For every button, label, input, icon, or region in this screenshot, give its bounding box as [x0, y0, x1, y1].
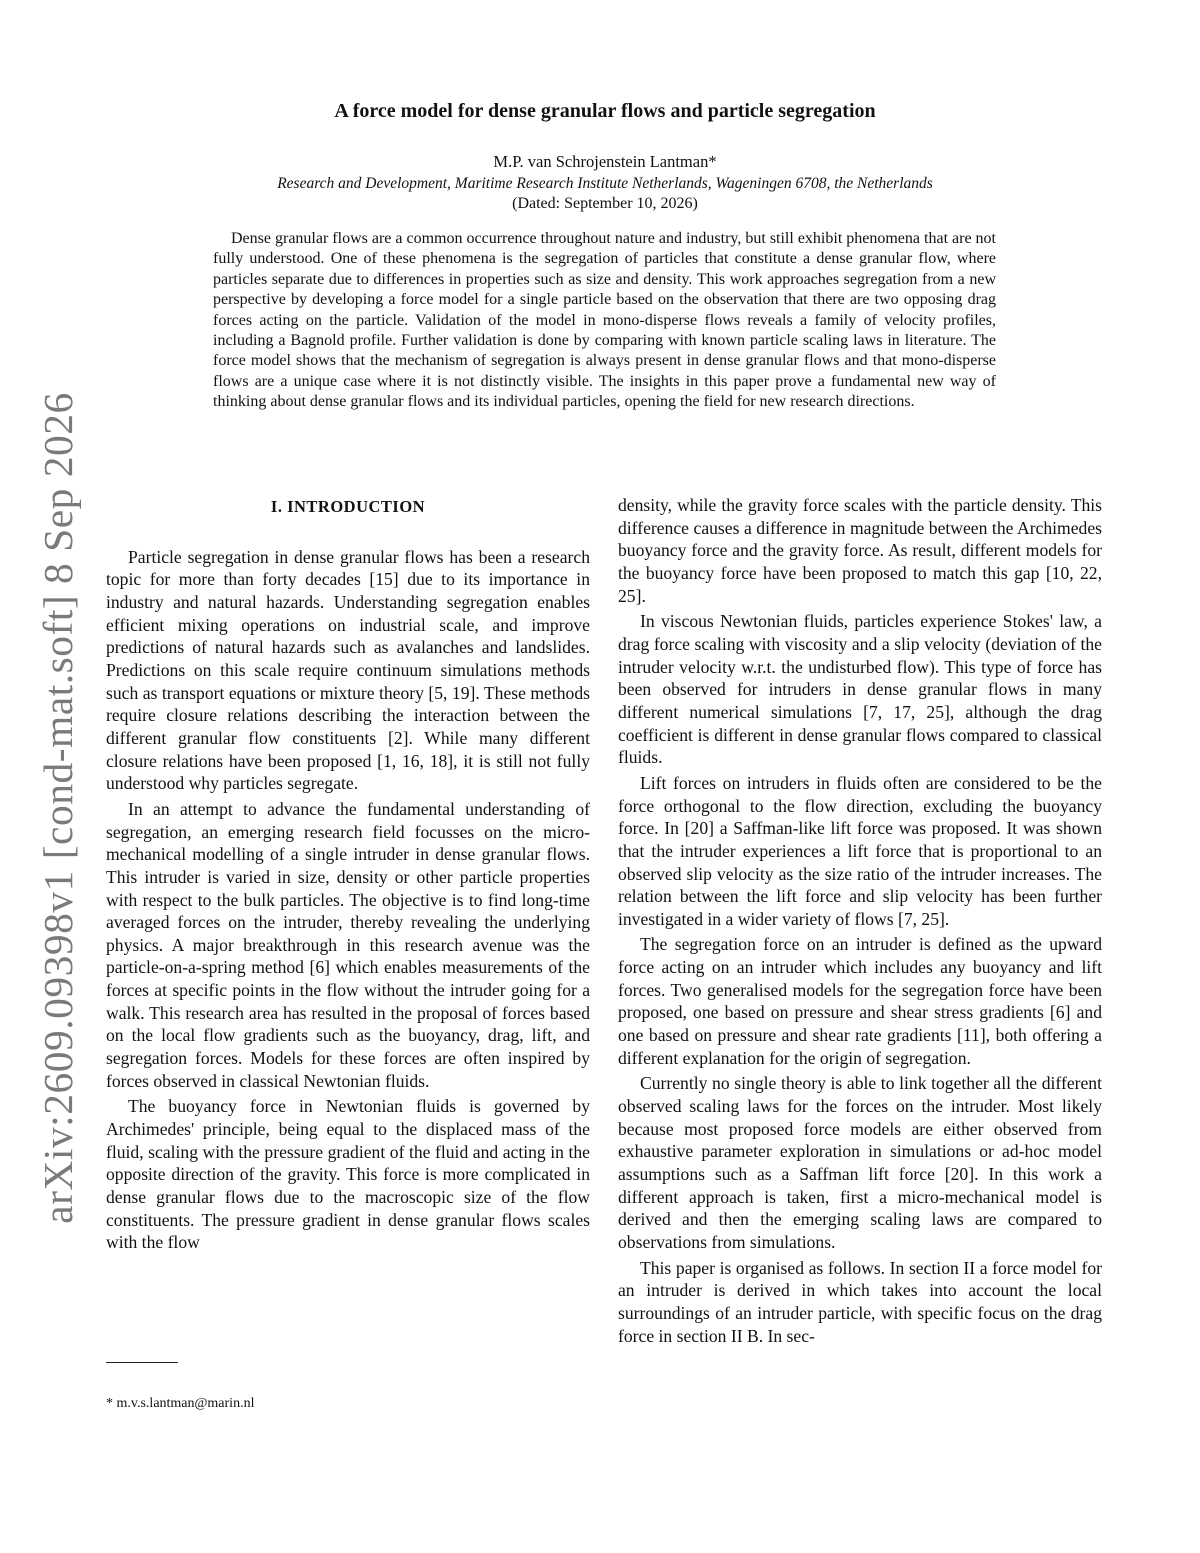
- date-line: (Dated: September 10, 2026): [512, 195, 698, 212]
- paragraph: The buoyancy force in Newtonian fluids is governed by Archimedes' principle, being equal to the displaced mass of the fluid, scaling with the pressure gradient of the fluid and acting in the opposite direction of the gravity. This force is more complicated in dense granular flows due to the macroscopic size of the flow constituents. The pressure gradient in dense granular flows scales with the flow: [106, 1096, 590, 1253]
- author-name: M.P. van Schrojenstein Lantman*: [493, 152, 717, 171]
- footnote-email: * m.v.s.lantman@marin.nl: [106, 1396, 255, 1411]
- paragraph: In an attempt to advance the fundamental understanding of segregation, an emerging research field focusses on the micro-mechanical modelling of a single intruder in dense granular flows. This intruder is varied in size, density or other particle properties with respect to the bulk particles. The objective is to find long-time averaged forces on the intruder, thereby revealing the underlying physics. A major breakthrough in this research avenue was the particle-on-a-spring method [6] which enables measurements of the forces at specific points in the flow without the intruder going for a walk. This research area has resulted in the proposal of forces based on the local flow gradients such as the buoyancy, drag, lift, and segregation forces. Models for these forces are often inspired by forces observed in classical Newtonian fluids.: [106, 798, 590, 1091]
- author-affiliation: Research and Development, Maritime Research Institute Netherlands, Wageningen 6708, the Netherlands: [277, 175, 933, 192]
- arxiv-side-stamp: [0, 0, 90, 1553]
- paragraph: Lift forces on intruders in fluids often are considered to be the force orthogonal to the flow direction, excluding the buoyancy force. In [20] a Saffman-like lift force was proposed. It was shown that the intruder experiences a lift force that is proportional to an observed slip velocity as the size ratio of the intruder increases. The relation between the lift force and slip velocity has been further investigated in a wider variety of flows [7, 25].: [618, 772, 1102, 929]
- paragraph: This paper is organised as follows. In section II a force model for an intruder is derived in which takes into account the local surroundings of an intruder particle, with specific focus on the drag force in section II B. In sec-: [618, 1257, 1102, 1346]
- paragraph: density, while the gravity force scales with the particle density. This difference causes a difference in magnitude between the Archimedes buoyancy force and the gravity force. As result, different models for the buoyancy force have been proposed to match this gap [10, 22, 25].: [618, 495, 1102, 606]
- paragraph: The segregation force on an intruder is defined as the upward force acting on an intruder which includes any buoyancy and lift forces. Two generalised models for the segregation force have been proposed, one based on pressure and shear stress gradients [6] and one based on pressure and shear rate gradients [11], both offering a different explanation for the origin of segregation.: [618, 934, 1102, 1068]
- right-column: [618, 494, 1102, 1350]
- abstract: Dense granular flows are a common occurrence throughout nature and industry, but still exhibit phenomena that are not fully understood. One of these phenomena is the segregation of particles that constitute a dense granular flow, where particles separate due to differences in properties such as size and density. This work approaches segregation from a new perspective by developing a force model for a single particle based on the observation that there are two opposing drag forces acting on the particle. Validation of the model in mono-disperse flows reveals a family of velocity profiles, including a Bagnold profile. Further validation is done by comparing with known particle scaling laws in literature. The force model shows that the mechanism of segregation is always present in dense granular flows and that mono-disperse flows are a unique case where it is not distinctly visible. The insights in this paper prove a fundamental new way of thinking about dense granular flows and its individual particles, opening the field for new research directions.: [213, 230, 996, 411]
- paper-title: A force model for dense granular flows and particle segregation: [334, 100, 876, 122]
- paragraph: Particle segregation in dense granular flows has been a research topic for more than forty decades [15] due to its importance in industry and natural hazards. Understanding segregation enables efficient mixing operations on industrial scale, and improve predictions of natural hazards such as avalanches and landslides. Predictions on this scale require continuum simulations methods such as transport equations or mixture theory [5, 19]. These methods require closure relations describing the interaction between the different granular flow constituents [2]. While many different closure relations have been proposed [1, 16, 18], it is still not fully understood why particles segregate.: [106, 546, 590, 794]
- paragraph: Currently no single theory is able to link together all the different observed scaling laws for the forces on the intruder. Most likely because most proposed force models are either observed from exhaustive parameter exploration in simulations or ad-hoc model assumptions such as a Saffman lift force [20]. In this work a different approach is taken, first a micro-mechanical model is derived and then the emerging scaling laws are compared to observations from simulations.: [618, 1073, 1102, 1252]
- paragraph: In viscous Newtonian fluids, particles experience Stokes' law, a drag force scaling with viscosity and a slip velocity (deviation of the intruder velocity w.r.t. the undisturbed flow). This type of force has been observed for intruders in dense granular flows in many different numerical simulations [7, 17, 25], although the drag coefficient is different in dense granular flows compared to classical fluids.: [618, 611, 1102, 768]
- arxiv-identifier: arXiv:2609.09398v1 [cond-mat.soft] 8 Sep 2026: [35, 392, 81, 1224]
- footnote-rule: [106, 1362, 178, 1363]
- left-column: [106, 494, 590, 1257]
- section-heading-introduction: I. INTRODUCTION: [270, 497, 426, 516]
